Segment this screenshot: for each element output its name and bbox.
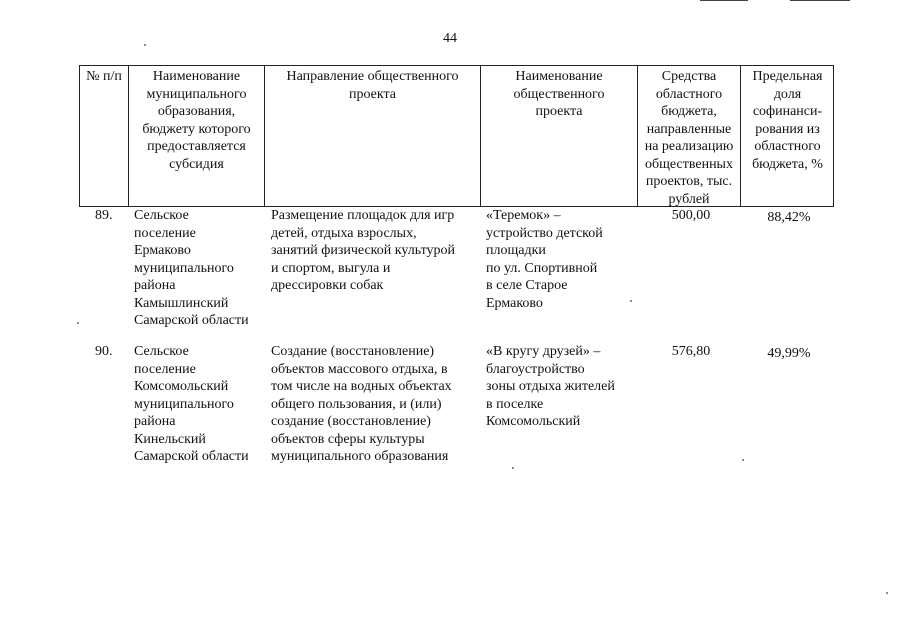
column-divider bbox=[264, 65, 265, 207]
row-share: 88,42% bbox=[767, 210, 811, 225]
row-direction: Создание (восстановление) объектов массового отдыха, в том числе на водных объектах общего пользования, и (или) создание (восстановление) объектов сферы культуры муниципального образования bbox=[271, 344, 452, 464]
header-amount: Средства областного бюджета, направленные на реализацию общественных проектов, тыс. рублей bbox=[644, 69, 734, 207]
row-municipality: Сельское поселение Ермаково муниципального района Камышлинский Самарской области bbox=[134, 208, 249, 328]
page-number: 44 bbox=[443, 31, 457, 46]
column-divider bbox=[637, 65, 638, 207]
row-municipality: Сельское поселение Комсомольский муниципального района Кинельский Самарской области bbox=[134, 344, 249, 464]
row-amount: 500,00 bbox=[671, 208, 711, 223]
row-share: 49,99% bbox=[767, 346, 811, 361]
scan-mark bbox=[700, 0, 748, 1]
row-number: 90. bbox=[95, 344, 113, 359]
column-divider bbox=[128, 65, 129, 207]
column-divider bbox=[480, 65, 481, 207]
row-amount: 576,80 bbox=[671, 344, 711, 359]
row-project: «В кругу друзей» – благоустройство зоны отдыха жителей в поселке Комсомольский bbox=[486, 344, 615, 429]
scan-speck bbox=[512, 467, 514, 469]
header-project: Наименование общественного проекта bbox=[513, 69, 605, 119]
header-number: № п/п bbox=[86, 69, 122, 84]
header-share: Предельная доля софинанси-рования из областного бюджета, % bbox=[752, 69, 823, 172]
scan-speck bbox=[77, 322, 79, 324]
header-direction: Направление общественного проекта bbox=[286, 69, 459, 102]
scan-speck bbox=[630, 300, 632, 302]
row-project: «Теремок» – устройство детской площадки по ул. Спортивной в селе Старое Ермаково bbox=[486, 208, 603, 311]
scan-speck bbox=[886, 592, 888, 594]
row-direction: Размещение площадок для игр детей, отдыха взрослых, занятий физической культурой и спортом, выгула и дрессировки собак bbox=[271, 208, 456, 293]
header-municipality: Наименование муниципального образования, бюджету которого предоставляется субсидия bbox=[142, 69, 251, 172]
scan-speck bbox=[144, 44, 146, 46]
column-divider bbox=[740, 65, 741, 207]
scan-mark bbox=[790, 0, 850, 1]
row-number: 89. bbox=[95, 208, 113, 223]
scan-speck bbox=[742, 459, 744, 461]
